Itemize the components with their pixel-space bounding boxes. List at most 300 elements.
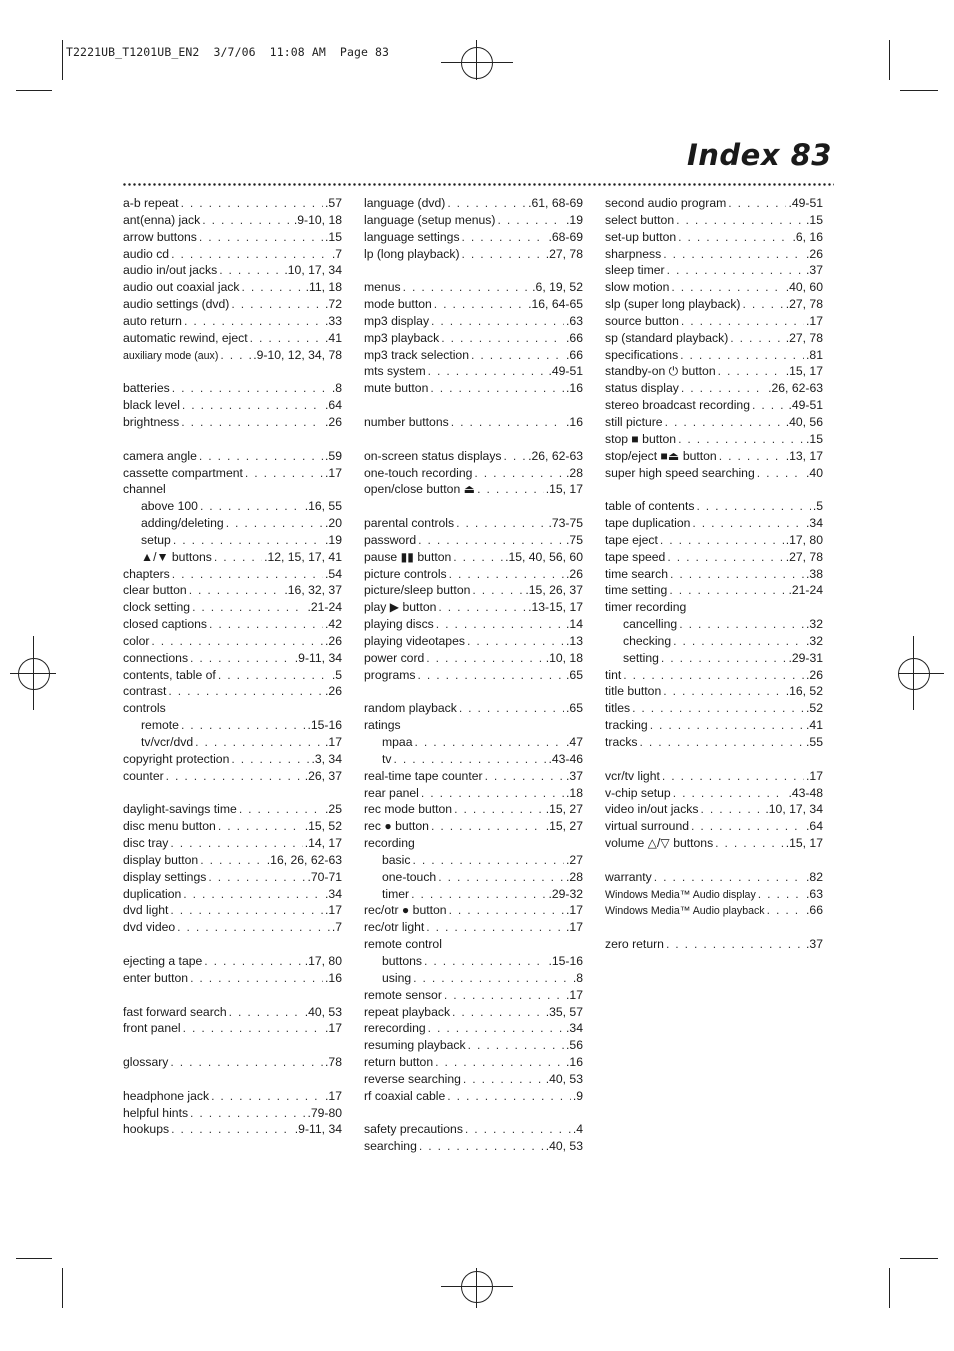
registration-line xyxy=(898,673,944,674)
index-entry xyxy=(123,700,342,717)
dot-leader xyxy=(189,582,283,599)
dot-leader xyxy=(462,246,544,263)
registration-mark-top xyxy=(461,47,493,79)
index-pages: .18 xyxy=(566,785,583,800)
index-spacer xyxy=(605,481,823,498)
dot-leader xyxy=(701,801,764,818)
index-term: safety precautions xyxy=(364,1122,463,1137)
crop-mark xyxy=(62,40,63,80)
index-pages: .26, 62-63 xyxy=(768,381,823,396)
index-pages: .10, 17, 34 xyxy=(284,263,342,278)
dot-leader xyxy=(200,498,303,515)
index-pages: .41 xyxy=(806,718,823,733)
index-pages: .15 xyxy=(806,431,823,446)
dot-leader xyxy=(438,869,564,886)
index-pages: .73-75 xyxy=(548,516,583,531)
index-pages: .26 xyxy=(325,684,342,699)
index-pages: .40, 56 xyxy=(785,414,823,429)
index-pages: .16 xyxy=(566,1055,583,1070)
index-pages: .29-31 xyxy=(788,650,823,665)
index-term: on-screen status displays xyxy=(364,448,502,463)
index-entry xyxy=(123,397,342,414)
index-entry xyxy=(605,431,823,448)
index-term: a-b repeat xyxy=(123,196,179,210)
index-term: table of contents xyxy=(605,499,695,514)
index-term: dvd video xyxy=(123,920,176,935)
index-entry xyxy=(123,498,342,515)
index-entry xyxy=(123,380,342,397)
index-pages: .17 xyxy=(806,768,823,783)
index-entry xyxy=(123,582,342,599)
dot-leader xyxy=(430,380,564,397)
index-term: tracking xyxy=(605,718,648,733)
dot-leader xyxy=(681,313,804,330)
index-pages: .15, 40, 56, 60 xyxy=(505,549,583,564)
dot-leader xyxy=(623,667,804,684)
index-pages: .64 xyxy=(325,398,342,413)
index-pages: .78 xyxy=(325,1055,342,1070)
index-pages: .15-16 xyxy=(548,953,583,968)
index-term: select button xyxy=(605,212,675,227)
index-term: tracks xyxy=(605,735,638,749)
index-term: specifications xyxy=(605,347,679,362)
index-entry xyxy=(605,363,823,380)
dot-leader xyxy=(229,1004,303,1021)
dot-leader xyxy=(447,1088,571,1105)
index-pages: .13 xyxy=(566,633,583,648)
index-term: stereo broadcast recording xyxy=(605,398,750,413)
dot-leader xyxy=(468,1037,564,1054)
page-title: Index 83 xyxy=(686,138,832,172)
dot-leader xyxy=(467,633,564,650)
dot-leader xyxy=(250,330,323,347)
index-term: one-touch recording xyxy=(364,465,473,480)
index-term: number buttons xyxy=(364,414,449,429)
index-pages: .57 xyxy=(325,196,342,210)
index-pages: .16 xyxy=(566,414,583,429)
index-term: black level xyxy=(123,398,180,413)
dot-leader xyxy=(449,902,564,919)
index-term: mode button xyxy=(364,297,432,312)
index-entry xyxy=(123,481,342,498)
dot-leader xyxy=(183,1020,323,1037)
index-entry xyxy=(123,1088,342,1105)
dot-leader xyxy=(497,212,564,229)
dot-leader xyxy=(204,953,302,970)
dot-leader xyxy=(462,229,547,246)
index-pages: .26 xyxy=(806,667,823,682)
crop-mark xyxy=(889,40,890,80)
print-slug: T2221UB_T1201UB_EN2 3/7/06 11:08 AM Page 83 xyxy=(66,45,390,59)
index-entry xyxy=(123,279,342,296)
index-entry xyxy=(123,414,342,431)
index-term: menus xyxy=(364,280,401,295)
index-entry xyxy=(605,633,823,650)
index-term: lp (long playback) xyxy=(364,246,460,261)
index-pages: .6, 19, 52 xyxy=(532,280,583,295)
index-pages: .15, 17 xyxy=(545,482,583,497)
index-entry xyxy=(364,481,583,498)
index-term: recording xyxy=(364,836,415,851)
index-pages: .13, 17 xyxy=(785,448,823,463)
index-term: ejecting a tape xyxy=(123,953,203,968)
index-pages: .26 xyxy=(325,633,342,648)
dot-leader xyxy=(692,515,804,532)
index-pages: .32 xyxy=(806,617,823,632)
index-entry xyxy=(364,599,583,616)
index-term: channel xyxy=(123,482,166,497)
index-pages: .21-24 xyxy=(788,583,823,598)
index-pages: .40, 53 xyxy=(545,1071,583,1086)
index-entry xyxy=(605,599,823,616)
index-entry xyxy=(605,616,823,633)
index-entry xyxy=(123,296,342,313)
index-pages: .49-51 xyxy=(548,364,583,379)
index-entry xyxy=(364,195,583,212)
index-entry xyxy=(605,296,823,313)
dot-leader xyxy=(426,919,564,936)
dot-leader xyxy=(171,1121,293,1138)
index-pages: .37 xyxy=(806,263,823,278)
index-pages: .16, 26, 62-63 xyxy=(266,852,342,867)
index-entry xyxy=(364,1088,583,1105)
index-entry xyxy=(364,717,583,734)
index-entry xyxy=(605,818,823,835)
index-entry xyxy=(123,313,342,330)
index-entry xyxy=(605,448,823,465)
index-pages: .27, 78 xyxy=(785,297,823,312)
index-entry xyxy=(123,835,342,852)
index-term: standby-on ⏻ button xyxy=(605,364,716,379)
index-entry xyxy=(364,650,583,667)
index-pages: .55 xyxy=(806,735,823,749)
index-spacer xyxy=(364,431,583,448)
registration-mark-right xyxy=(898,658,930,690)
index-entry xyxy=(605,835,823,852)
index-entry xyxy=(123,1054,342,1071)
index-pages: .34 xyxy=(325,886,342,901)
index-entry xyxy=(605,650,823,667)
index-entry xyxy=(123,566,342,583)
dot-leader xyxy=(181,717,306,734)
index-term: remote control xyxy=(364,937,442,952)
dot-leader xyxy=(673,633,804,650)
index-spacer xyxy=(123,785,342,802)
dot-leader xyxy=(172,380,330,397)
dot-leader xyxy=(199,448,323,465)
index-pages: .5 xyxy=(331,667,342,682)
index-entry xyxy=(123,683,342,700)
dot-leader xyxy=(474,465,564,482)
registration-mark-left xyxy=(18,658,50,690)
index-pages: .79-80 xyxy=(307,1105,342,1120)
index-pages: .17 xyxy=(325,903,342,918)
index-entry xyxy=(605,785,823,802)
index-spacer xyxy=(605,919,823,936)
dot-leader xyxy=(166,768,303,785)
index-term: batteries xyxy=(123,381,170,396)
index-pages: .7 xyxy=(331,920,342,935)
registration-line xyxy=(476,40,477,80)
index-term: ant(enna) jack xyxy=(123,212,201,227)
index-pages: .7 xyxy=(331,246,342,261)
index-column-1 xyxy=(123,195,342,1138)
index-term: language (dvd) xyxy=(364,196,446,210)
dot-leader xyxy=(184,313,323,330)
index-entry xyxy=(123,616,342,633)
dot-leader xyxy=(431,818,544,835)
dot-leader xyxy=(472,582,523,599)
index-pages: .32 xyxy=(806,633,823,648)
dot-leader xyxy=(182,397,323,414)
index-pages: .5 xyxy=(812,499,823,514)
index-entry xyxy=(123,633,342,650)
index-entry xyxy=(605,498,823,515)
index-pages: .15, 17 xyxy=(785,364,823,379)
index-term: clock setting xyxy=(123,600,191,615)
index-term: cassette compartment xyxy=(123,465,243,480)
index-term: mute button xyxy=(364,381,429,396)
index-pages: .66 xyxy=(806,903,823,918)
index-spacer xyxy=(364,683,583,700)
index-pages: .81 xyxy=(806,347,823,362)
index-pages: .38 xyxy=(806,566,823,581)
index-pages: .43-48 xyxy=(788,785,823,800)
crop-mark xyxy=(900,1258,938,1259)
index-entry xyxy=(123,650,342,667)
dot-leader xyxy=(667,549,783,566)
index-pages: .12, 15, 17, 41 xyxy=(264,549,342,564)
dot-leader xyxy=(419,1138,544,1155)
dot-leader xyxy=(477,481,544,498)
dot-leader xyxy=(465,1121,571,1138)
index-pages: .29-32 xyxy=(548,886,583,901)
dot-leader xyxy=(231,751,309,768)
index-pages: .15, 52 xyxy=(304,819,342,834)
index-entry xyxy=(364,465,583,482)
index-entry xyxy=(364,1121,583,1138)
index-column-3 xyxy=(605,195,823,953)
index-term: tv xyxy=(382,751,392,766)
index-pages: .28 xyxy=(566,869,583,884)
dot-leader xyxy=(181,195,323,212)
index-entry xyxy=(123,953,342,970)
index-pages: .64 xyxy=(806,819,823,834)
dot-leader xyxy=(190,970,323,987)
index-entry xyxy=(123,549,342,566)
dot-leader xyxy=(181,414,323,431)
crop-mark xyxy=(62,1268,63,1308)
index-entry xyxy=(364,532,583,549)
index-entry xyxy=(364,212,583,229)
index-pages: .26, 37 xyxy=(304,768,342,783)
index-pages: .43-46 xyxy=(548,751,583,766)
index-entry xyxy=(605,246,823,263)
index-pages: .15, 26, 37 xyxy=(525,583,583,598)
index-term: time setting xyxy=(605,583,668,598)
index-entry xyxy=(605,212,823,229)
index-term: above 100 xyxy=(141,499,198,514)
index-pages: .9-11, 34 xyxy=(294,1122,342,1137)
index-entry xyxy=(364,953,583,970)
index-pages: .66 xyxy=(566,347,583,362)
index-entry xyxy=(364,363,583,380)
dot-leader xyxy=(214,549,262,566)
index-entry xyxy=(605,397,823,414)
index-pages: .17 xyxy=(566,987,583,1002)
dot-leader xyxy=(640,734,805,751)
dot-leader xyxy=(417,667,564,684)
index-entry xyxy=(364,936,583,953)
index-term: super high speed searching xyxy=(605,465,755,480)
index-pages: .15, 27 xyxy=(545,819,583,834)
index-entry xyxy=(364,970,583,987)
index-pages: .13-15, 17 xyxy=(528,600,583,615)
dot-leader xyxy=(444,987,564,1004)
index-term: status display xyxy=(605,381,679,396)
index-term: chapters xyxy=(123,566,170,581)
index-term: power cord xyxy=(364,650,425,665)
dot-leader xyxy=(463,1071,544,1088)
index-pages: .61, 68-69 xyxy=(528,196,583,210)
index-entry xyxy=(605,229,823,246)
index-pages: .6, 16 xyxy=(792,229,823,244)
dot-leader xyxy=(454,801,544,818)
index-pages: .17 xyxy=(325,465,342,480)
index-pages: .26 xyxy=(806,246,823,261)
dot-leader xyxy=(670,566,804,583)
index-pages: .33 xyxy=(325,313,342,328)
index-term: rec/otr light xyxy=(364,920,425,935)
index-pages: .26 xyxy=(325,414,342,429)
index-entry xyxy=(605,549,823,566)
dot-leader xyxy=(719,448,784,465)
index-pages: .59 xyxy=(325,448,342,463)
dot-leader xyxy=(447,195,526,212)
index-entry xyxy=(364,751,583,768)
index-term: auto return xyxy=(123,313,182,328)
index-term: mp3 playback xyxy=(364,330,440,345)
index-entry xyxy=(605,313,823,330)
index-pages: .34 xyxy=(566,1021,583,1036)
index-term: glossary xyxy=(123,1055,169,1070)
dot-leader xyxy=(691,818,804,835)
index-entry xyxy=(123,970,342,987)
dot-leader xyxy=(209,616,323,633)
index-pages: .17, 80 xyxy=(785,532,823,547)
index-term: enter button xyxy=(123,970,189,985)
index-entry xyxy=(123,902,342,919)
dot-leader xyxy=(434,296,526,313)
index-term: titles xyxy=(605,701,631,716)
index-pages: .15 xyxy=(325,229,342,244)
index-spacer xyxy=(123,363,342,380)
index-entry xyxy=(123,751,342,768)
index-term: audio in/out jacks xyxy=(123,263,218,278)
index-entry xyxy=(364,700,583,717)
index-term: mpaa xyxy=(382,735,413,749)
dot-leader xyxy=(696,498,810,515)
index-term: using xyxy=(382,970,412,985)
index-term: timer xyxy=(382,886,410,901)
index-pages: .17, 80 xyxy=(304,953,342,968)
index-pages: .28 xyxy=(566,465,583,480)
crop-mark xyxy=(900,90,938,91)
index-pages: .14 xyxy=(566,617,583,632)
index-term: mp3 track selection xyxy=(364,347,469,362)
index-entry xyxy=(605,532,823,549)
dot-leader xyxy=(428,363,547,380)
dot-leader xyxy=(202,212,292,229)
index-pages: .26 xyxy=(566,566,583,581)
index-pages: .65 xyxy=(566,667,583,682)
dot-leader xyxy=(411,886,546,903)
dot-leader xyxy=(758,886,804,903)
dot-leader xyxy=(424,953,546,970)
index-entry xyxy=(605,936,823,953)
index-term: tint xyxy=(605,667,622,682)
index-pages: .15 xyxy=(806,212,823,227)
index-entry xyxy=(364,869,583,886)
index-pages: .19 xyxy=(566,212,583,227)
index-term: language (setup menus) xyxy=(364,212,496,227)
dot-leader xyxy=(663,683,783,700)
index-term: stop ■ button xyxy=(605,431,677,446)
index-term: connections xyxy=(123,650,189,665)
index-pages: .63 xyxy=(566,313,583,328)
index-pages: .15-16 xyxy=(307,718,342,733)
index-term: helpful hints xyxy=(123,1105,189,1120)
index-term: mts system xyxy=(364,364,426,379)
index-pages: .9-10, 18 xyxy=(293,212,342,227)
dot-leader xyxy=(418,532,564,549)
dot-leader xyxy=(200,852,265,869)
dot-leader xyxy=(452,1004,544,1021)
index-entry xyxy=(123,195,342,212)
dot-leader xyxy=(393,751,546,768)
index-entry xyxy=(123,1105,342,1122)
dot-leader xyxy=(415,734,565,751)
dot-leader xyxy=(663,246,804,263)
index-pages: .17 xyxy=(325,1021,342,1036)
index-entry xyxy=(364,633,583,650)
index-term: copyright protection xyxy=(123,751,230,766)
index-term: slp (super long playback) xyxy=(605,297,741,312)
index-entry xyxy=(123,801,342,818)
dot-leader xyxy=(171,246,330,263)
index-term: playing videotapes xyxy=(364,633,465,648)
index-entry xyxy=(123,448,342,465)
index-pages: .70-71 xyxy=(307,869,342,884)
index-entry xyxy=(605,582,823,599)
index-term: rerecording xyxy=(364,1021,426,1036)
index-term: programs xyxy=(364,667,416,682)
dot-leader xyxy=(728,195,786,212)
index-term: pause ▮▮ button xyxy=(364,549,452,564)
dot-leader xyxy=(504,448,527,465)
dot-leader xyxy=(660,532,784,549)
dot-leader xyxy=(752,397,786,414)
index-term: automatic rewind, eject xyxy=(123,330,248,345)
index-term: title button xyxy=(605,684,662,699)
dot-leader xyxy=(239,801,323,818)
index-entry xyxy=(123,818,342,835)
index-term: virtual surround xyxy=(605,819,689,834)
index-entry xyxy=(605,380,823,397)
dot-leader xyxy=(669,582,786,599)
index-entry xyxy=(364,785,583,802)
dot-leader xyxy=(456,515,546,532)
